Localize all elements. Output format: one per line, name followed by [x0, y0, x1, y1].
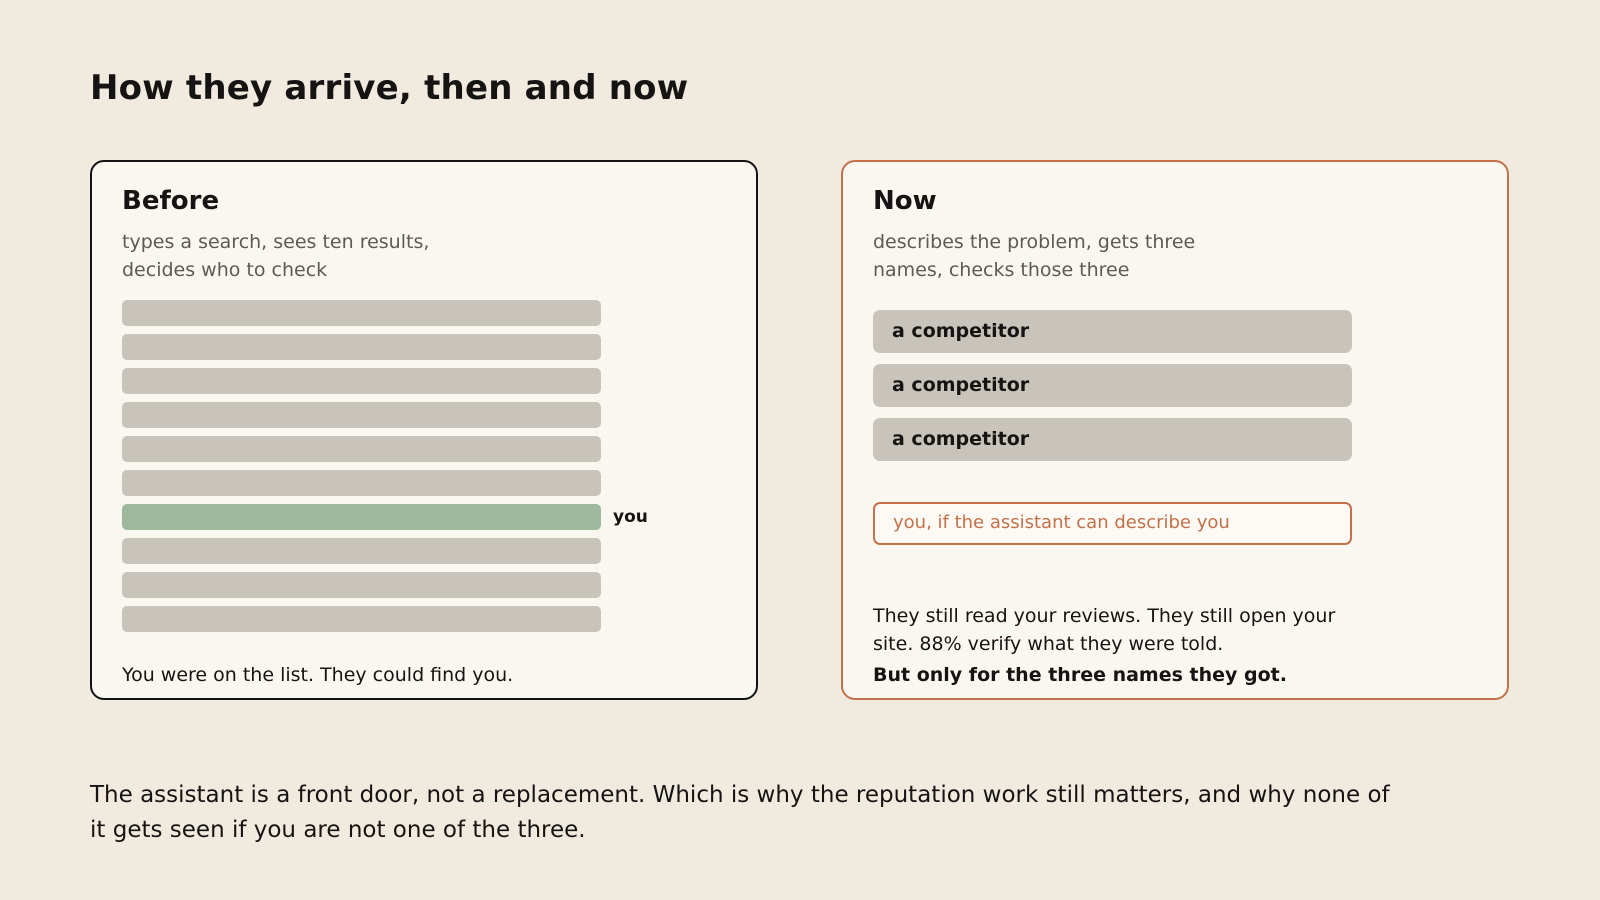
now-card [841, 160, 1509, 700]
result-bar [122, 572, 601, 598]
result-bar [122, 300, 601, 326]
result-bar [122, 470, 601, 496]
now-subtitle: describes the problem, gets three names, checks those three [873, 231, 1196, 281]
result-bar-you [122, 504, 648, 530]
you-box: you, if the assistant can describe you [873, 502, 1352, 545]
footer-text: The assistant is a front door, not a replacement. Which is why the reputation work still matters, and why none of it gets seen if you are not one of the three. [90, 782, 1390, 843]
result-bar [122, 334, 601, 360]
competitor-list [873, 310, 1352, 472]
search-results-list [122, 300, 648, 640]
competitor-bar: a competitor [873, 310, 1352, 353]
result-bar [122, 538, 601, 564]
now-title: Now [873, 186, 937, 216]
result-bar [122, 436, 601, 462]
you-label: you [613, 507, 648, 527]
result-bar [122, 606, 601, 632]
before-footer: You were on the list. They could find you. [122, 664, 514, 686]
now-text: They still read your reviews. They still open your site. 88% verify what they were told. [873, 605, 1336, 655]
now-bold-text: But only for the three names they got. [873, 664, 1287, 686]
before-card [90, 160, 758, 700]
competitor-bar: a competitor [873, 418, 1352, 461]
before-title: Before [122, 186, 220, 216]
result-bar [122, 368, 601, 394]
competitor-bar: a competitor [873, 364, 1352, 407]
result-bar [122, 402, 601, 428]
page-title: How they arrive, then and now [90, 68, 689, 108]
before-subtitle: types a search, sees ten results, decides who to check [122, 231, 430, 281]
